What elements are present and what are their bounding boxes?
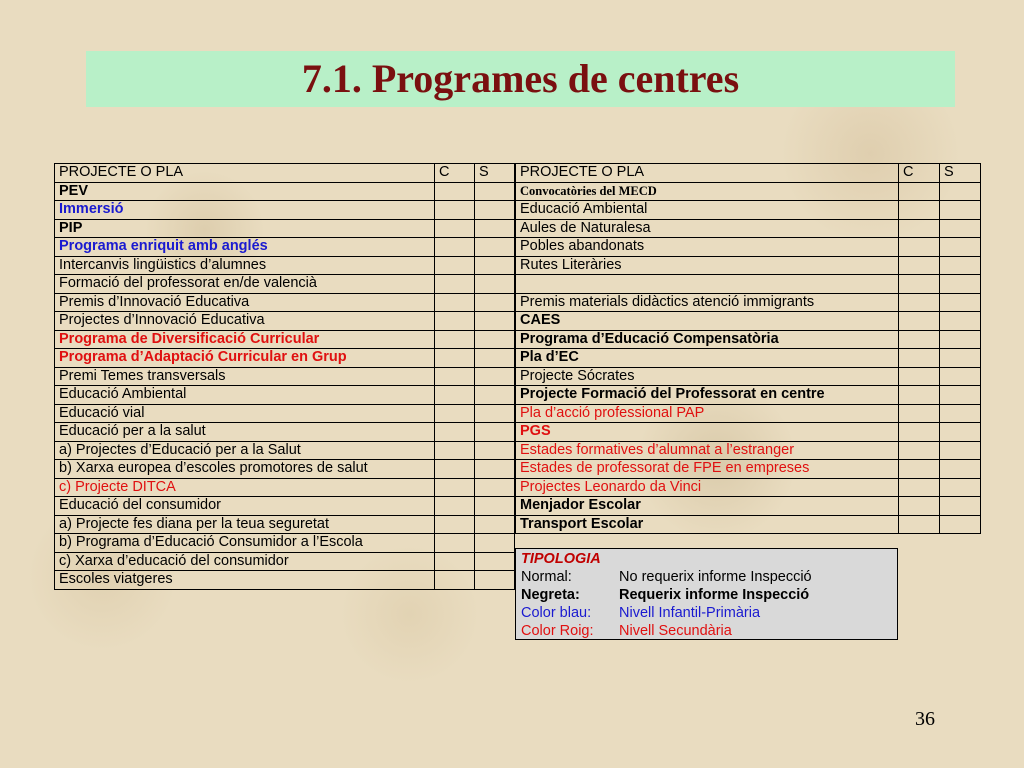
s-cell bbox=[940, 275, 981, 294]
header-c: C bbox=[899, 164, 940, 183]
table-row bbox=[516, 256, 981, 275]
c-cell bbox=[899, 182, 940, 201]
table-row bbox=[516, 275, 981, 294]
program-name-cell: Projectes d’Innovació Educativa bbox=[55, 312, 435, 331]
legend-bold-row bbox=[521, 586, 892, 604]
table-row bbox=[55, 275, 515, 294]
program-name-cell: Programa enriquit amb anglés bbox=[55, 238, 435, 257]
program-name-cell: PIP bbox=[55, 219, 435, 238]
s-cell bbox=[475, 441, 515, 460]
c-cell bbox=[435, 404, 475, 423]
s-cell bbox=[940, 460, 981, 479]
table-row bbox=[55, 238, 515, 257]
program-name-cell: Immersió bbox=[55, 201, 435, 220]
program-name-cell: c) Xarxa d’educació del consumidor bbox=[55, 552, 435, 571]
s-cell bbox=[475, 312, 515, 331]
legend-normal-key: Normal: bbox=[521, 569, 572, 585]
s-cell bbox=[475, 238, 515, 257]
c-cell bbox=[435, 441, 475, 460]
s-cell bbox=[475, 571, 515, 590]
table-row bbox=[516, 386, 981, 405]
c-cell bbox=[899, 441, 940, 460]
s-cell bbox=[475, 330, 515, 349]
s-cell bbox=[475, 534, 515, 553]
program-name-cell: Estades de professorat de FPE en empreses bbox=[516, 460, 899, 479]
s-cell bbox=[940, 201, 981, 220]
program-name-cell: Educació vial bbox=[55, 404, 435, 423]
s-cell bbox=[475, 349, 515, 368]
c-cell bbox=[435, 238, 475, 257]
c-cell bbox=[899, 497, 940, 516]
program-name-cell: Programa d’Adaptació Curricular en Grup bbox=[55, 349, 435, 368]
page-number: 36 bbox=[915, 708, 935, 730]
c-cell bbox=[899, 423, 940, 442]
table-row bbox=[55, 515, 515, 534]
s-cell bbox=[475, 367, 515, 386]
s-cell bbox=[940, 478, 981, 497]
c-cell bbox=[899, 460, 940, 479]
legend-blue-row bbox=[521, 604, 892, 622]
s-cell bbox=[475, 423, 515, 442]
table-row bbox=[55, 552, 515, 571]
c-cell bbox=[899, 256, 940, 275]
header-project: PROJECTE O PLA bbox=[55, 164, 435, 183]
table-row bbox=[516, 460, 981, 479]
legend-red-key: Color Roig: bbox=[521, 623, 594, 639]
s-cell bbox=[940, 256, 981, 275]
header-project: PROJECTE O PLA bbox=[516, 164, 899, 183]
table-row bbox=[516, 404, 981, 423]
c-cell bbox=[899, 404, 940, 423]
header-s: S bbox=[475, 164, 515, 183]
s-cell bbox=[940, 238, 981, 257]
program-name-cell: Formació del professorat en/de valencià bbox=[55, 275, 435, 294]
table-row bbox=[55, 312, 515, 331]
s-cell bbox=[940, 497, 981, 516]
table-row bbox=[516, 441, 981, 460]
table-row bbox=[516, 423, 981, 442]
table-row bbox=[55, 571, 515, 590]
table-row bbox=[516, 349, 981, 368]
table-row bbox=[55, 404, 515, 423]
table-row bbox=[516, 201, 981, 220]
program-name-cell: Premis d’Innovació Educativa bbox=[55, 293, 435, 312]
s-cell bbox=[475, 219, 515, 238]
s-cell bbox=[940, 330, 981, 349]
s-cell bbox=[940, 219, 981, 238]
c-cell bbox=[899, 349, 940, 368]
c-cell bbox=[435, 349, 475, 368]
program-name-cell: Educació del consumidor bbox=[55, 497, 435, 516]
c-cell bbox=[435, 478, 475, 497]
legend-blue-value: Nivell Infantil-Primària bbox=[619, 605, 761, 621]
s-cell bbox=[940, 367, 981, 386]
s-cell bbox=[475, 497, 515, 516]
program-name-cell: c) Projecte DITCA bbox=[55, 478, 435, 497]
legend-bold-value: Requerix informe Inspecció bbox=[619, 587, 810, 603]
table-row bbox=[55, 293, 515, 312]
program-name-cell: PEV bbox=[55, 182, 435, 201]
program-name-cell: Educació Ambiental bbox=[55, 386, 435, 405]
table-row bbox=[55, 219, 515, 238]
s-cell bbox=[940, 182, 981, 201]
program-name-cell bbox=[516, 275, 899, 294]
s-cell bbox=[475, 552, 515, 571]
c-cell bbox=[435, 423, 475, 442]
c-cell bbox=[899, 515, 940, 534]
legend-red-value: Nivell Secundària bbox=[619, 623, 732, 639]
title-banner bbox=[86, 51, 955, 107]
c-cell bbox=[435, 515, 475, 534]
program-name-cell: Programa d’Educació Compensatòria bbox=[516, 330, 899, 349]
c-cell bbox=[435, 312, 475, 331]
c-cell bbox=[899, 312, 940, 331]
c-cell bbox=[435, 275, 475, 294]
legend-blue-key: Color blau: bbox=[521, 605, 592, 621]
program-name-cell: Rutes Literàries bbox=[516, 256, 899, 275]
s-cell bbox=[475, 182, 515, 201]
table-header-row bbox=[55, 164, 515, 183]
s-cell bbox=[475, 460, 515, 479]
table-row bbox=[516, 238, 981, 257]
s-cell bbox=[940, 386, 981, 405]
table-row bbox=[516, 497, 981, 516]
table-row bbox=[55, 349, 515, 368]
table-row bbox=[55, 256, 515, 275]
c-cell bbox=[899, 293, 940, 312]
s-cell bbox=[940, 515, 981, 534]
s-cell bbox=[940, 423, 981, 442]
program-name-cell: Pobles abandonats bbox=[516, 238, 899, 257]
program-name-cell: Convocatòries del MECD bbox=[516, 182, 899, 201]
program-name-cell: b) Programa d’Educació Consumidor a l’Escola bbox=[55, 534, 435, 553]
s-cell bbox=[475, 404, 515, 423]
table-row bbox=[55, 460, 515, 479]
s-cell bbox=[940, 349, 981, 368]
s-cell bbox=[475, 515, 515, 534]
c-cell bbox=[899, 330, 940, 349]
program-name-cell: Pla d’acció professional PAP bbox=[516, 404, 899, 423]
tipologia-legend bbox=[515, 548, 898, 640]
c-cell bbox=[899, 238, 940, 257]
table-row bbox=[55, 534, 515, 553]
program-name-cell: Intercanvis lingüistics d’alumnes bbox=[55, 256, 435, 275]
program-name-cell: Projectes Leonardo da Vinci bbox=[516, 478, 899, 497]
c-cell bbox=[435, 330, 475, 349]
s-cell bbox=[940, 293, 981, 312]
table-row bbox=[55, 478, 515, 497]
table-row bbox=[516, 219, 981, 238]
program-name-cell: a) Projectes d’Educació per a la Salut bbox=[55, 441, 435, 460]
program-name-cell: Projecte Formació del Professorat en centre bbox=[516, 386, 899, 405]
program-name-cell: PGS bbox=[516, 423, 899, 442]
c-cell bbox=[435, 386, 475, 405]
s-cell bbox=[475, 201, 515, 220]
program-name-cell: Aules de Naturalesa bbox=[516, 219, 899, 238]
legend-title: TIPOLOGIA bbox=[521, 551, 601, 567]
table-row bbox=[516, 182, 981, 201]
c-cell bbox=[435, 201, 475, 220]
s-cell bbox=[475, 293, 515, 312]
table-row bbox=[516, 515, 981, 534]
legend-normal-value: No requerix informe Inspecció bbox=[619, 569, 812, 585]
table-row bbox=[55, 182, 515, 201]
s-cell bbox=[940, 312, 981, 331]
table-row bbox=[516, 367, 981, 386]
program-name-cell: Estades formatives d’alumnat a l’estranger bbox=[516, 441, 899, 460]
table-header-row bbox=[516, 164, 981, 183]
c-cell bbox=[435, 497, 475, 516]
table-row bbox=[516, 330, 981, 349]
slide-title: 7.1. Programes de centres bbox=[301, 56, 740, 101]
legend-bold-key: Negreta: bbox=[521, 587, 580, 603]
c-cell bbox=[435, 367, 475, 386]
table-row bbox=[516, 312, 981, 331]
s-cell bbox=[475, 386, 515, 405]
program-name-cell: Educació Ambiental bbox=[516, 201, 899, 220]
program-name-cell: a) Projecte fes diana per la teua seguretat bbox=[55, 515, 435, 534]
table-row bbox=[55, 423, 515, 442]
legend-normal-row bbox=[521, 568, 892, 586]
header-c: C bbox=[435, 164, 475, 183]
c-cell bbox=[435, 552, 475, 571]
c-cell bbox=[435, 256, 475, 275]
table-row bbox=[55, 497, 515, 516]
c-cell bbox=[899, 386, 940, 405]
program-name-cell: b) Xarxa europea d’escoles promotores de salut bbox=[55, 460, 435, 479]
table-row bbox=[55, 201, 515, 220]
c-cell bbox=[435, 182, 475, 201]
program-name-cell: Premis materials didàctics atenció immigrants bbox=[516, 293, 899, 312]
program-name-cell: CAES bbox=[516, 312, 899, 331]
table-row bbox=[516, 478, 981, 497]
s-cell bbox=[940, 404, 981, 423]
c-cell bbox=[899, 367, 940, 386]
s-cell bbox=[940, 441, 981, 460]
c-cell bbox=[435, 219, 475, 238]
c-cell bbox=[899, 219, 940, 238]
c-cell bbox=[435, 293, 475, 312]
program-name-cell: Menjador Escolar bbox=[516, 497, 899, 516]
table-row bbox=[55, 386, 515, 405]
legend-red-row bbox=[521, 622, 892, 640]
header-s: S bbox=[940, 164, 981, 183]
s-cell bbox=[475, 478, 515, 497]
program-name-cell: Projecte Sócrates bbox=[516, 367, 899, 386]
program-name-cell: Transport Escolar bbox=[516, 515, 899, 534]
c-cell bbox=[899, 478, 940, 497]
program-name-cell: Pla d’EC bbox=[516, 349, 899, 368]
c-cell bbox=[435, 534, 475, 553]
c-cell bbox=[899, 201, 940, 220]
c-cell bbox=[435, 460, 475, 479]
table-row bbox=[516, 293, 981, 312]
table-row bbox=[55, 441, 515, 460]
table-row bbox=[55, 330, 515, 349]
table-row bbox=[55, 367, 515, 386]
s-cell bbox=[475, 275, 515, 294]
c-cell bbox=[435, 571, 475, 590]
c-cell bbox=[899, 275, 940, 294]
program-name-cell: Escoles viatgeres bbox=[55, 571, 435, 590]
program-name-cell: Premi Temes transversals bbox=[55, 367, 435, 386]
left-programs-table bbox=[54, 163, 515, 590]
program-name-cell: Educació per a la salut bbox=[55, 423, 435, 442]
s-cell bbox=[475, 256, 515, 275]
right-programs-table bbox=[515, 163, 981, 534]
program-name-cell: Programa de Diversificació Curricular bbox=[55, 330, 435, 349]
